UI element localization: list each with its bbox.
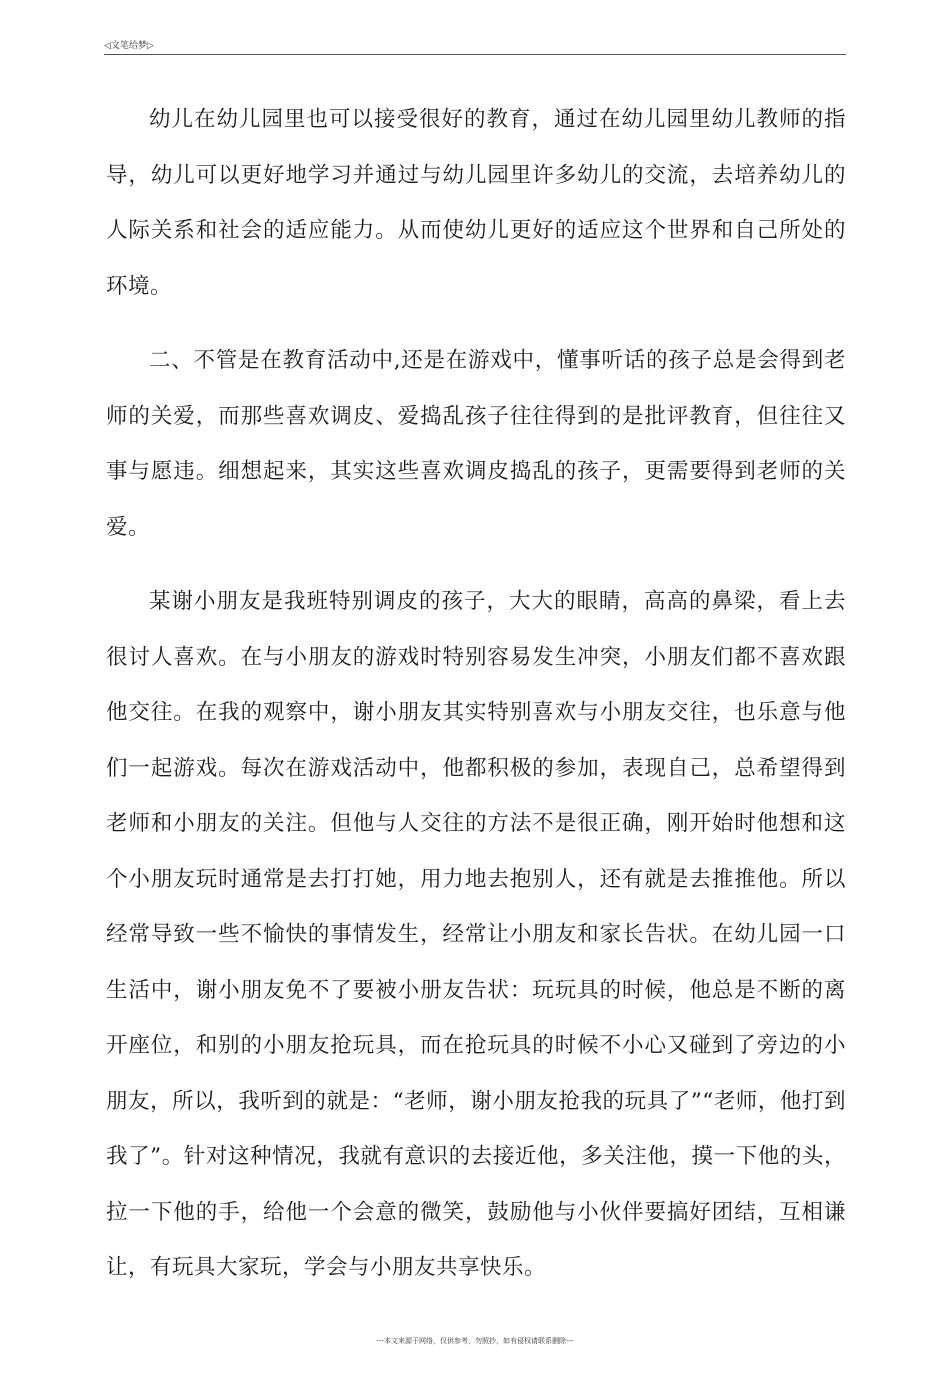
paragraph-1: 幼儿在幼儿园里也可以接受很好的教育，通过在幼儿园里幼儿教师的指导，幼儿可以更好地学习并通过与幼儿园里许多幼儿的交流，去培养幼儿的人际关系和社会的适应能力。从而使幼儿更好的适应这个世界和自己所处的环境。 (106, 107, 846, 299)
header-divider (104, 54, 846, 55)
paragraph-2: 二、不管是在教育活动中,还是在游戏中，懂事听话的孩子总是会得到老师的关爱，而那些喜欢调皮、爱捣乱孩子往往得到的是批评教育，但往往又事与愿违。细想起来，其实这些喜欢调皮捣乱的孩子，更需要得到老师的关爱。 (106, 348, 846, 540)
page-header: ◁文笔给梦▷ (104, 41, 154, 51)
paragraph-3: 某谢小朋友是我班特别调皮的孩子，大大的眼睛，高高的鼻梁，看上去很讨人喜欢。在与小朋友的游戏时特别容易发生冲突，小朋友们都不喜欢跟他交往。在我的观察中，谢小朋友其实特别喜欢与小朋友交往，也乐意与他们一起游戏。每次在游戏活动中，他都积极的参加，表现自己，总希望得到老师和小朋友的关注。但他与人交往的方法不是很正确，刚开始时他想和这个小朋友玩时通常是去打打她，用力地去抱别人，还有就是去推推他。所以经常导致一些不愉快的事情发生，经常让小朋友和家长告状。在幼儿园一口生活中，谢小朋友免不了要被小册友告状：玩玩具的时候，他总是不断的离开座位，和别的小朋友抢玩具，而在抢玩具的时候不小心又碰到了旁边的小朋友，所以，我听到的就是：“老师，谢小朋友抢我的玩具了”“老师，他打到我了”。针对这种情况，我就有意识的去接近他，多关注他，摸一下他的头，拉一下他的手，给他一个会意的微笑，鼓励他与小伙伴要搞好团结，互相谦让，有玩具大家玩，学会与小朋友共享快乐。 (106, 589, 846, 1280)
document-body (106, 92, 846, 1315)
page-footer: ---本文来源于网络，仅供参考，勿照抄，如有侵权请联系删除--- (376, 1337, 574, 1345)
